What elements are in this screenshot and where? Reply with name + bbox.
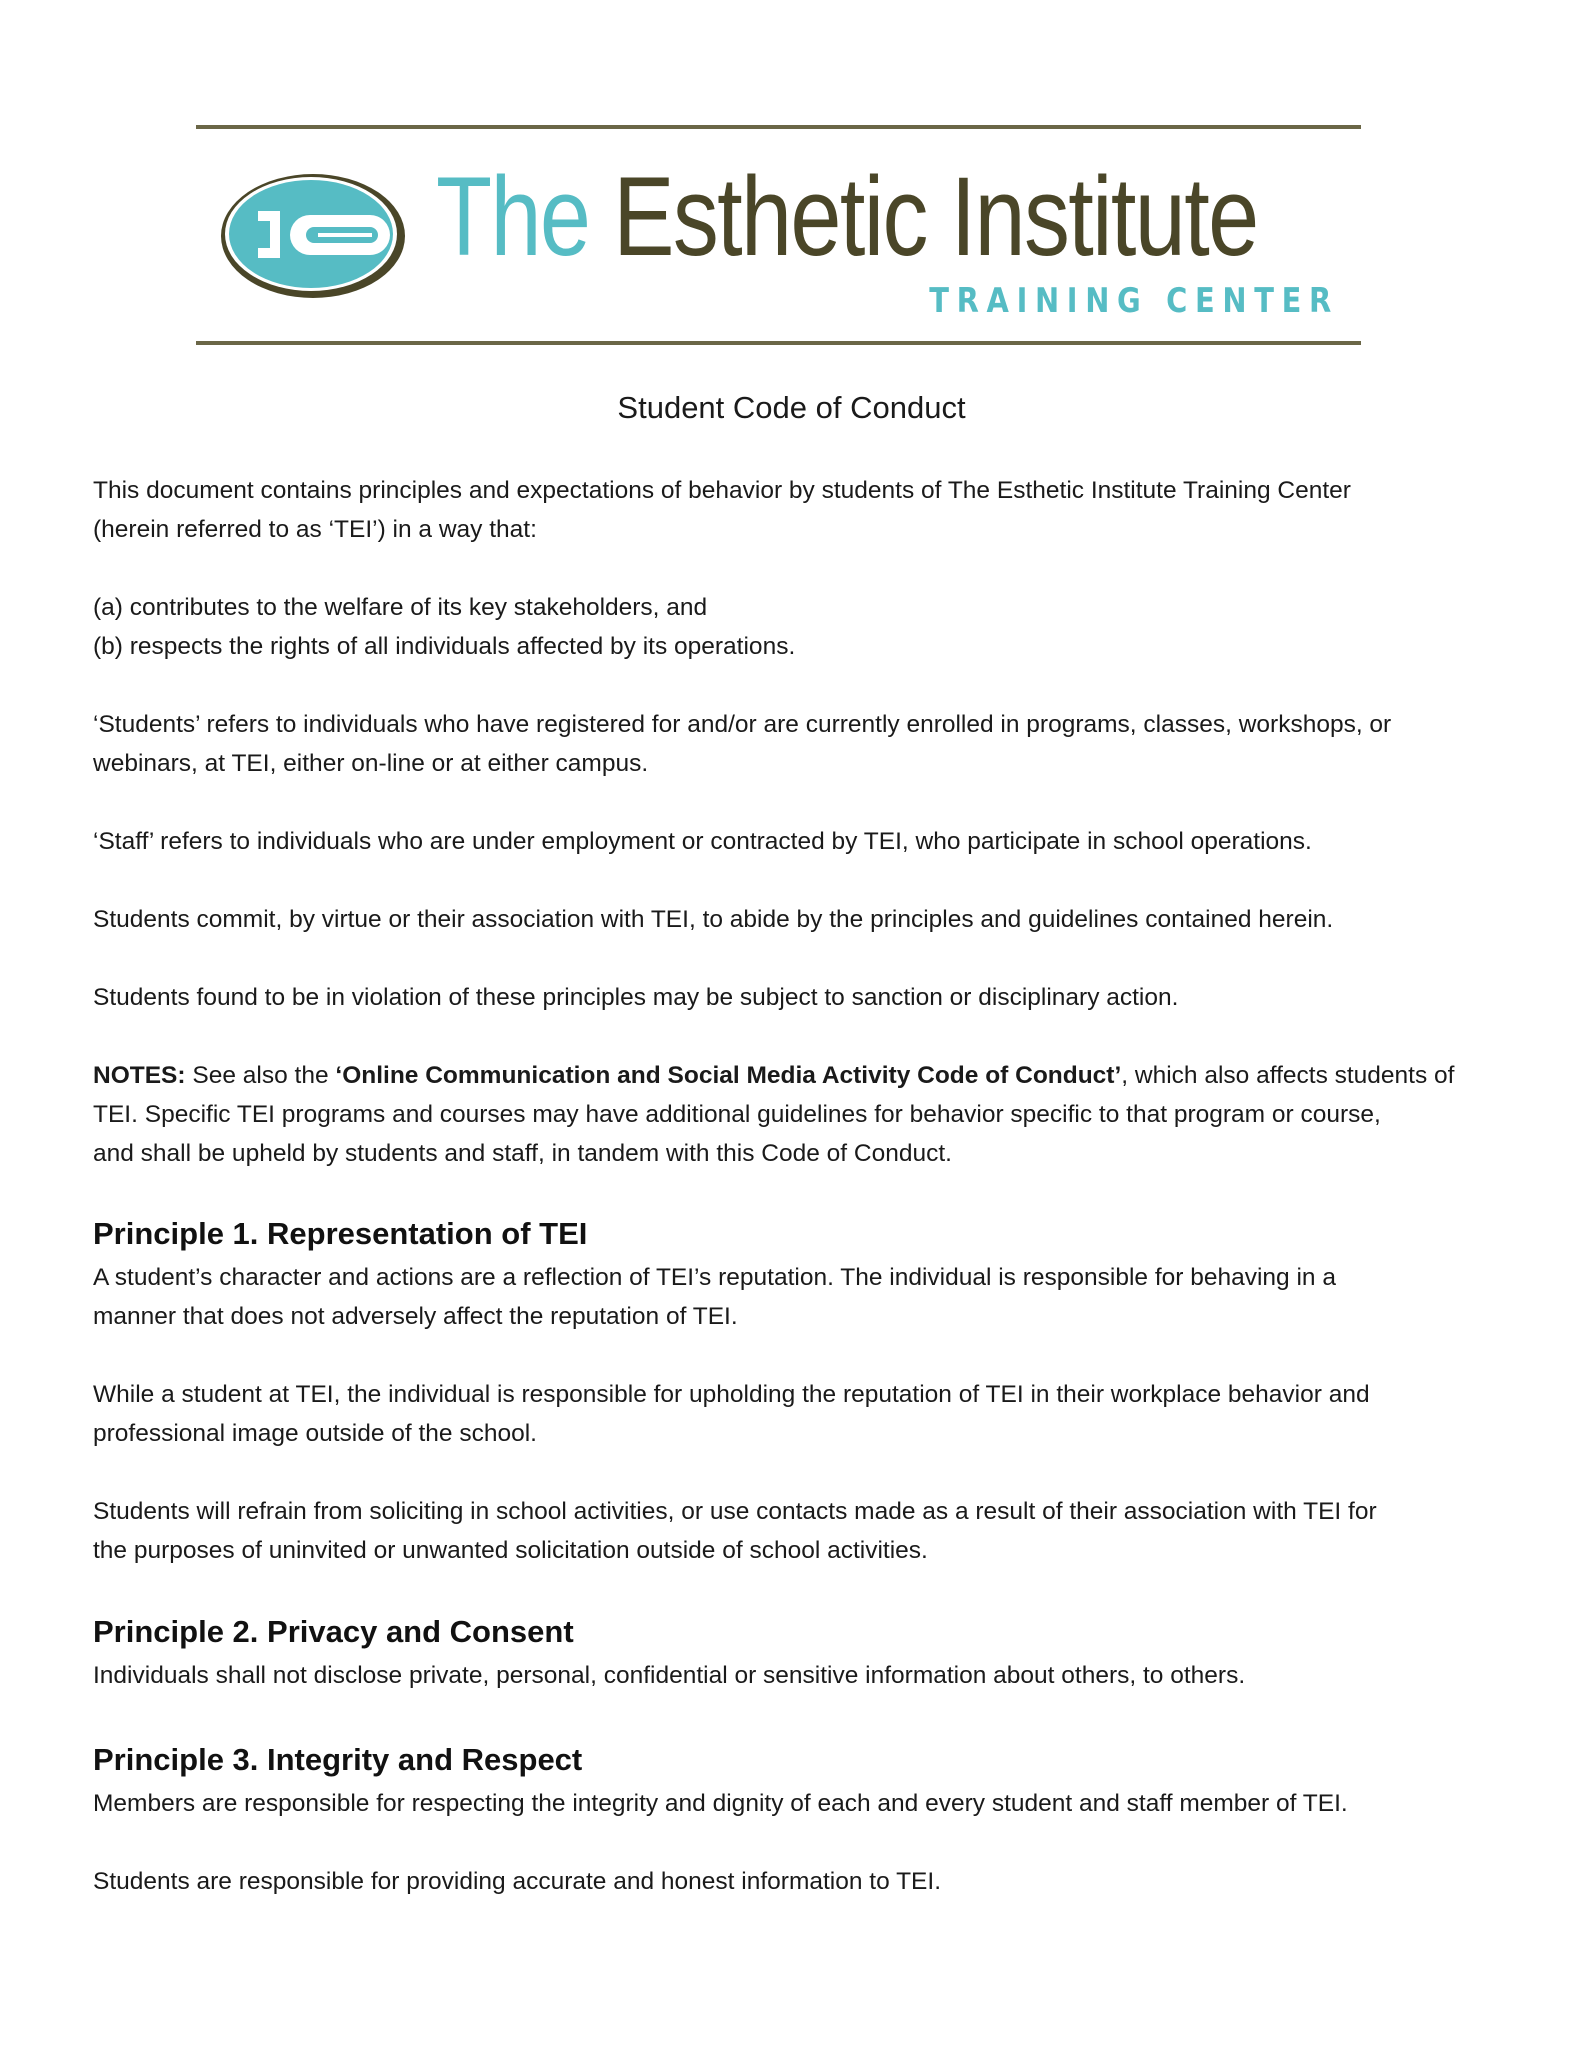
text-line: [93, 1056, 1493, 1095]
principle-3-paragraph-2: [93, 1862, 1493, 1901]
page-title: Student Code of Conduct: [617, 390, 966, 425]
commit-statement: [93, 900, 1493, 939]
header-top-rule: [196, 125, 1361, 129]
intro-line: This document contains principles and expectations of behavior by students of The Esthetic Institute Training Center: [93, 477, 1351, 504]
intro-paragraph: [93, 471, 1493, 549]
students-definition: [93, 705, 1493, 783]
principle-3-heading: Principle 3. Integrity and Respect: [93, 1742, 583, 1777]
text-line: Students found to be in violation of these principles may be subject to sanction or disciplinary action.: [93, 984, 1179, 1011]
text-line: Individuals shall not disclose private, personal, confidential or sensitive information about others, to others.: [93, 1662, 1246, 1689]
staff-definition: [93, 822, 1493, 861]
list-item: (a) contributes to the welfare of its key stakeholders, and: [93, 594, 708, 621]
text-line: ‘Students’ refers to individuals who have registered for and/or are currently enrolled in programs, classes, workshops, or: [93, 711, 1392, 738]
notes-reference: ‘Online Communication and Social Media Activity Code of Conduct’: [335, 1062, 1122, 1089]
notes-post: , which also affects students of: [1121, 1062, 1455, 1089]
text-line: manner that does not adversely affect the reputation of TEI.: [93, 1303, 738, 1330]
text-line: professional image outside of the school.: [93, 1420, 537, 1447]
text-line: webinars, at TEI, either on-line or at either campus.: [93, 750, 649, 777]
notes-pre: See also the: [185, 1062, 336, 1089]
points-list: [93, 588, 1493, 666]
principle-1-heading: Principle 1. Representation of TEI: [93, 1216, 588, 1251]
principle-1-paragraph-3: [93, 1492, 1493, 1570]
text-line: Students are responsible for providing accurate and honest information to TEI.: [93, 1868, 942, 1895]
notes-label: NOTES:: [93, 1062, 186, 1089]
text-line: the purposes of uninvited or unwanted solicitation outside of school activities.: [93, 1537, 928, 1564]
logo-header: [196, 125, 1361, 347]
list-item: (b) respects the rights of all individuals affected by its operations.: [93, 633, 796, 660]
text-line: TEI. Specific TEI programs and courses may have additional guidelines for behavior specific to that program or course,: [93, 1101, 1381, 1128]
principle-1-paragraph-2: [93, 1375, 1493, 1453]
intro-line: (herein referred to as ‘TEI’) in a way that:: [93, 516, 537, 543]
principle-3-paragraph-1: [93, 1784, 1493, 1823]
logo-title-the: The: [436, 154, 590, 279]
text-line: ‘Staff’ refers to individuals who are under employment or contracted by TEI, who participate in school operations.: [93, 828, 1312, 855]
text-line: A student’s character and actions are a reflection of TEI’s reputation. The individual is responsible for behaving in a: [93, 1264, 1336, 1291]
logo-subtitle: TRAINING CENTER: [929, 281, 1339, 321]
tei-logo-icon: [218, 171, 408, 301]
principle-2-paragraph-1: [93, 1656, 1493, 1695]
header-bottom-rule: [196, 341, 1361, 345]
notes-paragraph: [93, 1056, 1493, 1173]
logo-wordmark: [436, 154, 1258, 279]
text-line: Students will refrain from soliciting in school activities, or use contacts made as a result of their association with TEI for: [93, 1498, 1377, 1525]
text-line: While a student at TEI, the individual is responsible for upholding the reputation of TEI in their workplace behavior and: [93, 1381, 1370, 1408]
principle-1-paragraph-1: [93, 1258, 1493, 1336]
violation-statement: [93, 978, 1493, 1017]
principle-2-heading: Principle 2. Privacy and Consent: [93, 1614, 574, 1649]
text-line: Members are responsible for respecting the integrity and dignity of each and every student and staff member of TEI.: [93, 1790, 1348, 1817]
text-line: Students commit, by virtue or their association with TEI, to abide by the principles and guidelines contained herein.: [93, 906, 1334, 933]
text-line: and shall be upheld by students and staff, in tandem with this Code of Conduct.: [93, 1140, 952, 1167]
logo-title-rest: Esthetic Institute: [589, 154, 1258, 279]
